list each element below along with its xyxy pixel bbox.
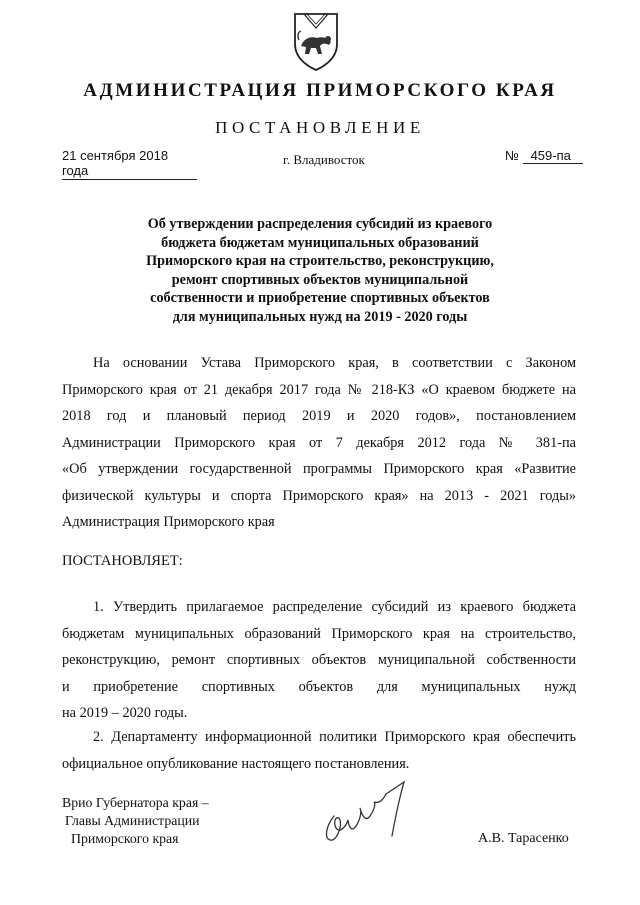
preamble-line: 2018 год и плановый период 2019 и 2020 годов», постановлением <box>62 408 576 424</box>
document-title <box>100 215 540 327</box>
title-line: для муниципальных нужд на 2019 - 2020 годы <box>172 308 468 325</box>
item-1-line: и приобретение спортивных объектов для муниципальных нужд <box>62 678 576 695</box>
title-line: ремонт спортивных объектов муниципальной <box>171 271 469 288</box>
position-line: Врио Губернатора края – <box>62 795 209 810</box>
title-line: бюджета бюджетам муниципальных образований <box>161 234 479 251</box>
item-1-line: бюджетам муниципальных образований Приморского края на строительство, <box>62 625 576 642</box>
preamble-line: Администрации Приморского края от 7 декабря 2012 года № 381-па <box>62 434 576 451</box>
preamble-line: На основании Устава Приморского края, в соответствии с Законом <box>93 355 576 371</box>
item-1-line: реконструкцию, ремонт спортивных объектов муниципальной собственности <box>62 652 576 668</box>
document-type: ПОСТАНОВЛЕНИЕ <box>215 118 425 137</box>
preamble-line: физической культуры и спорта Приморского края» на 2013 - 2021 годы» <box>62 487 576 504</box>
decree-word: ПОСТАНОВЛЯЕТ: <box>62 553 183 569</box>
position-line: Главы Администрации <box>65 813 200 828</box>
document-number <box>505 148 583 164</box>
document-city: г. Владивосток <box>283 152 365 167</box>
item-2-line: официальное опубликование настоящего постановления. <box>62 755 410 772</box>
signatory-position <box>62 794 209 848</box>
item-1-line: на 2019 – 2020 годы. <box>62 705 188 721</box>
coat-of-arms-icon <box>291 10 341 72</box>
preamble-paragraph <box>62 350 576 536</box>
item-1-paragraph <box>62 594 576 727</box>
preamble-line: Администрация Приморского края <box>62 514 275 530</box>
title-line: собственности и приобретение спортивных объектов <box>150 290 490 307</box>
number-prefix: № <box>505 148 519 163</box>
item-2-paragraph <box>62 724 576 777</box>
handwritten-signature <box>316 776 426 854</box>
position-line: Приморского края <box>71 831 179 846</box>
item-1-line: 1. Утвердить прилагаемое распределение субсидий из краевого бюджета <box>93 599 576 615</box>
preamble-line: «Об утверждении государственной программы Приморского края «Развитие <box>62 461 576 477</box>
title-line: Приморского края на строительство, реконструкцию, <box>146 253 494 270</box>
title-line: Об утверждении распределения субсидий из краевого <box>147 216 493 232</box>
item-2-line: 2. Департаменту информационной политики Приморского края обеспечить <box>93 729 576 745</box>
number-value: 459-па <box>523 148 583 164</box>
signer-name: А.В. Тарасенко <box>478 831 569 846</box>
document-date: 21 сентября 2018 года <box>62 148 197 180</box>
preamble-line: Приморского края от 21 декабря 2017 года № 218-КЗ «О краевом бюджете на <box>62 381 576 398</box>
organization-name: АДМИНИСТРАЦИЯ ПРИМОРСКОГО КРАЯ <box>83 80 557 101</box>
